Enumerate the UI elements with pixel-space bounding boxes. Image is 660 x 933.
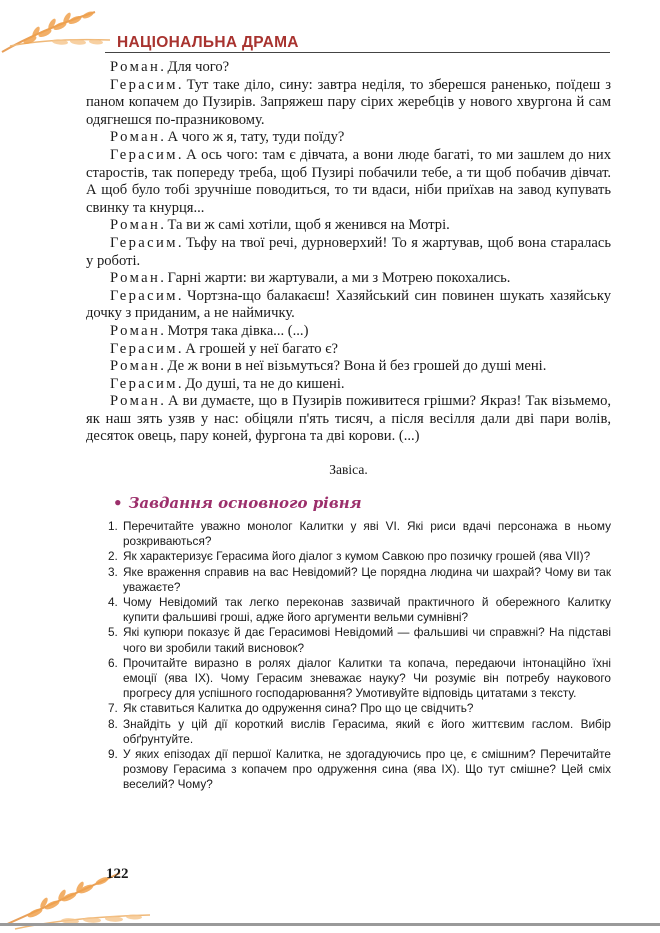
line-text: Де ж вони в неї візьмуться? Вона й без грошей до душі мені. <box>167 358 547 375</box>
dialogue-line: Герасим. А ось чого: там є дівчата, а вони люде багаті, то ми зашлем до них старостів, так попереду треба, щоб Пузирі побачили тебе, а ти щоб побачив дівчат. А щоб було тобі зручніше поводиться, то ти вдаси, ніби приїхав на завод купувать свинку та кнурця... <box>86 146 611 216</box>
speaker-name: Герасим <box>110 287 178 304</box>
line-text: Тут таке діло, сину: завтра неділя, то зберешся раненько, поїдеш з паном копачем до Пузирів. Запряжеш пару сірих жеребців у нового хвургона й сам одягнешся по-празниковому. <box>86 76 611 128</box>
dialogue-line: Роман. Гарні жарти: ви жартували, а ми з Мотрею покохались. <box>110 270 511 287</box>
task-text: Яке враження справив на вас Невідомий? Це порядна людина чи шахрай? Чому ви так уважаєте? <box>123 564 611 594</box>
line-text: Мотря така дівка... (...) <box>167 322 309 339</box>
line-text: До душі, та не до кишені. <box>185 375 345 392</box>
task-number: 2. <box>108 549 118 564</box>
dialogue-line: Герасим. Чортзна-що балакаєш! Хазяйський син повинен шукать хазяйську дочку з приданим, а не наймичку. <box>86 287 611 322</box>
task-text: Прочитайте виразно в ролях діалог Калитки та копача, передаючи інтонаційно їхні емоції (ява IX). Чому Герасим зневажає науку? Чи розуміє він потребу наукового прогресу для успішного господарювання? Умотивуйте відповідь цитатами з тексту. <box>123 655 611 701</box>
dialogue-line: Роман. А чого ж я, тату, туди поїду? <box>110 129 345 146</box>
tasks-heading-text: Завдання основного рівня <box>128 494 362 512</box>
line-text: Тьфу на твої речі, дурноверхий! То я жартував, щоб вона старалась у роботі. <box>86 234 611 269</box>
dialogue-line: Роман. Мотря така дівка... (...) <box>110 322 309 339</box>
task-text: Які купюри показує й дає Герасимові Невідомий — фальшиві чи справжні? На підставі чого ви зробили такий висновок? <box>123 625 611 655</box>
footer-rule <box>0 923 660 926</box>
speaker-name: Роман <box>110 322 161 339</box>
dialogue-line: Роман. Де ж вони в неї візьмуться? Вона й без грошей до душі мені. <box>110 358 547 375</box>
task-item <box>108 656 611 702</box>
line-text: А ви думаєте, що в Пузирів поживитеся грішми? Якраз! Так візьмемо, як наш зять узяв у нас: обіцяли п'ять тисяч, а після весілля дали дві пари волів, десяток овець, пару коней, фургона та дві корови. (...) <box>86 393 612 445</box>
speaker-name: Роман <box>110 393 161 410</box>
task-item <box>108 549 611 564</box>
dialogue-line: Герасим. А грошей у неї багато є? <box>110 340 338 357</box>
line-text: А ось чого: там є дівчата, а вони люде багаті, то ми зашлем до них старостів, так попереду треба, щоб Пузирі побачили тебе, а ти щоб побачив дівчат. А щоб було тобі зручніше поводиться, то ти вдаси, ніби приїхав на завод купувать свинку та кнурця... <box>86 146 611 216</box>
dialogue-line: Герасим. До душі, та не до кишені. <box>110 375 345 392</box>
speaker-name: Герасим <box>110 340 178 357</box>
header-rule <box>105 52 610 53</box>
task-number: 9. <box>108 747 118 762</box>
task-text: Як характеризує Герасима його діалог з кумом Савкою про позичку грошей (ява VII)? <box>123 549 591 564</box>
task-number: 7. <box>108 701 118 716</box>
task-item <box>108 595 611 625</box>
speaker-name: Герасим <box>110 146 178 163</box>
task-text: Знайдіть у цій дії короткий вислів Герасима, який є його життєвим гаслом. Вибір обґрунтуйте. <box>123 716 611 746</box>
speaker-name: Роман <box>110 217 161 234</box>
speaker-name: Герасим <box>110 76 178 93</box>
speaker-name: Герасим <box>110 375 178 392</box>
speaker-name: Роман <box>110 358 161 375</box>
task-text: У яких епізодах дії першої Калитка, не здогадуючись про це, є смішним? Перечитайте розмову Герасима з копачем про одруження сина (ява IX). Що тут смішне? Цей сміх веселий? Чому? <box>123 747 611 792</box>
task-item <box>108 717 611 747</box>
dialogue-text <box>86 59 611 479</box>
line-text: Чортзна-що балакаєш! Хазяйський син повинен шукать хазяйську дочку з приданим, а не наймичку. <box>86 287 611 322</box>
speaker-name: Роман <box>110 59 161 75</box>
task-text: Перечитайте уважно монолог Калитки у яві VI. Які риси вдачі персонажа в ньому розкриваються? <box>123 519 611 549</box>
task-list <box>108 519 611 793</box>
task-number: 8. <box>108 716 118 731</box>
task-item <box>108 747 611 793</box>
dialogue-line: Роман. Та ви ж самі хотіли, щоб я женився на Мотрі. <box>110 217 450 234</box>
speaker-name: Герасим <box>110 234 178 251</box>
page-number: 122 <box>106 866 129 882</box>
task-item <box>108 701 611 716</box>
dialogue-line: Герасим. Тут таке діло, сину: завтра неділя, то зберешся раненько, поїдеш з паном копачем до Пузирів. Запряжеш пару сірих жеребців у нового хвургона й сам одягнешся по-празниковому. <box>86 76 611 128</box>
dialogue-line: Роман. А ви думаєте, що в Пузирів поживитеся грішми? Якраз! Так візьмемо, як наш зять узяв у нас: обіцяли п'ять тисяч, а після весілля дали дві пари волів, десяток овець, пару коней, фургона та дві корови. (...) <box>86 393 612 445</box>
line-text: А чого ж я, тату, туди поїду? <box>167 129 345 146</box>
task-text: Чому Невідомий так легко переконав зазвичай практичного й обережного Калитку купити фальшиві гроші, адже його аргументи вельми сумнівні? <box>123 595 611 625</box>
dialogue-line: Роман. Для чого? <box>110 59 230 75</box>
task-text: Як ставиться Калитка до одруження сина? Про що це свідчить? <box>123 701 474 716</box>
task-item <box>108 519 611 549</box>
wheat-decoration-bottom-icon <box>0 845 160 933</box>
task-number: 1. <box>108 519 118 533</box>
task-number: 3. <box>108 564 118 579</box>
task-item <box>108 565 611 595</box>
line-text: А грошей у неї багато є? <box>185 340 338 357</box>
bullet-icon: • <box>113 494 123 512</box>
task-number: 5. <box>108 625 118 640</box>
task-item <box>108 625 611 655</box>
task-number: 6. <box>108 655 118 670</box>
dialogue-line: Герасим. Тьфу на твої речі, дурноверхий! То я жартував, щоб вона старалась у роботі. <box>86 234 611 269</box>
line-text: Для чого? <box>167 59 230 75</box>
wheat-decoration-icon <box>0 0 130 60</box>
speaker-name: Роман <box>110 270 161 287</box>
task-number: 4. <box>108 595 118 610</box>
tasks-heading <box>113 494 362 512</box>
section-title: НАЦІОНАЛЬНА ДРАМА <box>117 34 299 51</box>
line-text: Та ви ж самі хотіли, щоб я женився на Мотрі. <box>167 217 450 234</box>
stage-direction: Завіса. <box>329 462 368 478</box>
speaker-name: Роман <box>110 129 161 146</box>
line-text: Гарні жарти: ви жартували, а ми з Мотрею покохались. <box>167 270 511 287</box>
